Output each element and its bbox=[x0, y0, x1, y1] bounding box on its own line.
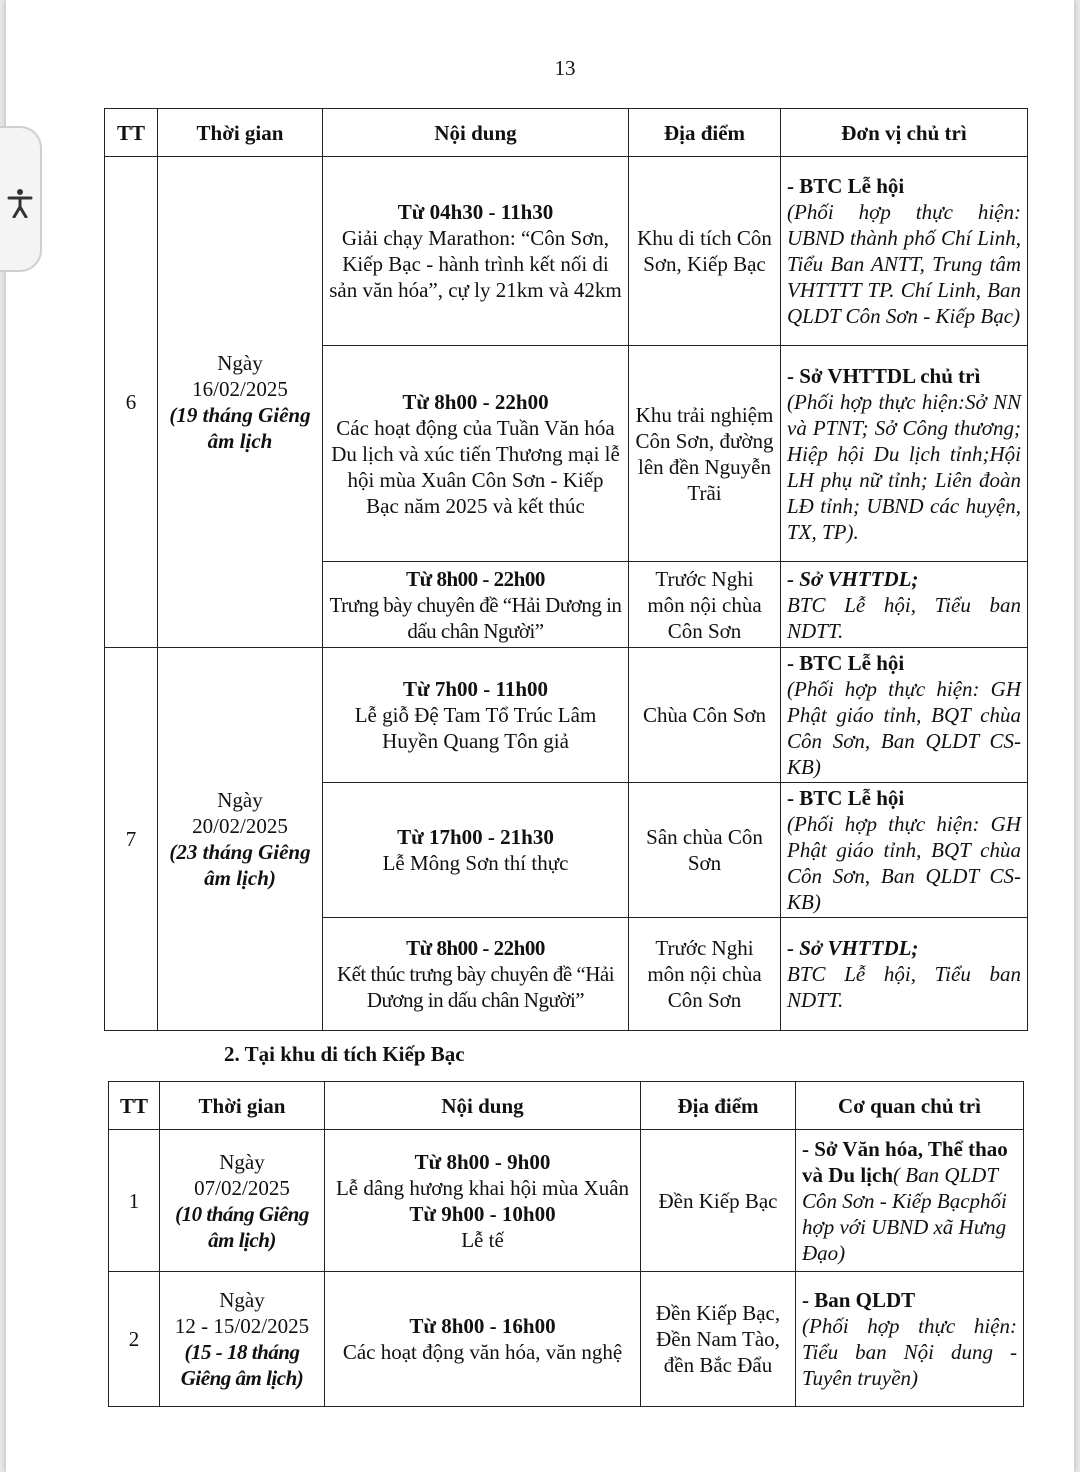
date-value: 07/02/2025 bbox=[194, 1175, 290, 1200]
event-time: Từ 8h00 - 22h00 bbox=[402, 389, 549, 414]
location-cell: Chùa Côn Sơn bbox=[629, 648, 781, 783]
event-time: Từ 8h00 - 22h00 bbox=[406, 936, 545, 960]
content-cell bbox=[323, 562, 629, 648]
header-location: Địa điểm bbox=[641, 1082, 796, 1130]
lunar-date: (23 tháng Giêng âm lịch) bbox=[169, 840, 311, 890]
content-cell bbox=[325, 1272, 641, 1407]
host-title: - Ban QLDT bbox=[802, 1288, 916, 1312]
host-cell bbox=[796, 1130, 1024, 1272]
event-content: Các hoạt động văn hóa, văn nghệ bbox=[342, 1340, 623, 1364]
date-label: Ngày bbox=[217, 351, 263, 375]
host-cell bbox=[796, 1272, 1024, 1407]
content-cell bbox=[323, 918, 629, 1031]
host-cell bbox=[781, 918, 1028, 1031]
host-title: - Sở VHTTDL; bbox=[787, 566, 919, 591]
host-cell bbox=[781, 783, 1028, 918]
event-time: Từ 17h00 - 21h30 bbox=[397, 825, 554, 849]
content-cell bbox=[323, 783, 629, 918]
header-content: Nội dung bbox=[323, 109, 629, 157]
content-cell bbox=[323, 648, 629, 783]
event-content: Giải chạy Marathon: “Côn Sơn, Kiếp Bạc - hành trình kết nối di sản văn hóa”, cự ly 21km và 42km bbox=[329, 226, 622, 302]
host-note: (Phối hợp thực hiện: GH Phật giáo tỉnh, BQT chùa Côn Sơn, Ban QLDT CS-KB) bbox=[787, 812, 1021, 914]
table-header-row bbox=[105, 109, 1028, 157]
host-title: - Sở VHTTDL; bbox=[787, 936, 919, 960]
lunar-date: (19 tháng Giêng âm lịch bbox=[169, 403, 311, 453]
date-label: Ngày bbox=[219, 1288, 265, 1312]
accessibility-tab[interactable] bbox=[0, 126, 42, 272]
accessibility-icon bbox=[6, 188, 34, 218]
date-label: Ngày bbox=[217, 788, 263, 812]
location-cell: Khu di tích Côn Sơn, Kiếp Bạc bbox=[629, 157, 781, 346]
table-header-row bbox=[109, 1082, 1024, 1130]
event-content: Lễ dâng hương khai hội mùa Xuân bbox=[335, 1175, 630, 1200]
location-cell: Khu trải nghiệm Côn Sơn, đường lên đền Nguyễn Trãi bbox=[629, 346, 781, 562]
row-number: 7 bbox=[105, 648, 158, 1031]
date-cell bbox=[158, 648, 323, 1031]
host-note: BTC Lễ hội, Tiểu ban NDTT. bbox=[787, 592, 1021, 643]
location-cell: Đền Kiếp Bạc, Đền Nam Tào, đền Bắc Đẩu bbox=[641, 1272, 796, 1407]
location-cell: Sân chùa Côn Sơn bbox=[629, 783, 781, 918]
host-cell bbox=[781, 648, 1028, 783]
event-time: Từ 8h00 - 16h00 bbox=[409, 1314, 556, 1338]
date-cell bbox=[160, 1130, 325, 1272]
schedule-table-kiep-bac bbox=[108, 1081, 1024, 1407]
host-note: (Phối hợp thực hiện: UBND thành phố Chí Linh, Tiểu Ban ANTT, Trung tâm VHTTTT TP. Chí Linh, Ban QLDT Côn Sơn - Kiếp Bạc) bbox=[787, 200, 1021, 328]
event-content: Lễ Mông Sơn thí thực bbox=[382, 851, 569, 875]
location-cell: Đền Kiếp Bạc bbox=[641, 1130, 796, 1272]
event-content: Các hoạt động của Tuần Văn hóa Du lịch và xúc tiến Thương mại lễ hội mùa Xuân Côn Sơn - Kiếp Bạc năm 2025 và kết thúc bbox=[331, 415, 620, 518]
table-row bbox=[105, 157, 1028, 346]
header-time: Thời gian bbox=[158, 109, 323, 157]
content-cell bbox=[325, 1130, 641, 1272]
header-tt: TT bbox=[109, 1082, 160, 1130]
host-cell bbox=[781, 157, 1028, 346]
event-time-2: Từ 9h00 - 10h00 bbox=[409, 1201, 556, 1226]
date-cell bbox=[158, 157, 323, 648]
host-title: - BTC Lễ hội bbox=[787, 174, 905, 198]
section-heading: 2. Tại khu di tích Kiếp Bạc bbox=[224, 1042, 465, 1066]
date-value: 12 - 15/02/2025 bbox=[174, 1314, 310, 1338]
header-tt: TT bbox=[105, 109, 158, 157]
header-host: Cơ quan chủ trì bbox=[796, 1082, 1024, 1130]
event-time: Từ 04h30 - 11h30 bbox=[397, 200, 554, 224]
host-title: - Sở VHTTDL chủ trì bbox=[787, 363, 981, 388]
lunar-date: (10 tháng Giêng âm lịch) bbox=[175, 1201, 309, 1252]
content-cell bbox=[323, 346, 629, 562]
host-note: (Phối hợp thực hiện: Tiểu ban Nội dung - Tuyên truyền) bbox=[802, 1314, 1017, 1390]
lunar-date: (15 - 18 tháng Giêng âm lịch) bbox=[180, 1340, 304, 1390]
page-number: 13 bbox=[554, 56, 576, 80]
host-cell bbox=[781, 346, 1028, 562]
location-cell: Trước Nghi môn nội chùa Côn Sơn bbox=[629, 918, 781, 1031]
schedule-table-con-son bbox=[104, 108, 1028, 1031]
table-row bbox=[109, 1272, 1024, 1407]
event-content: Kết thúc trưng bày chuyên đề “Hải Dương in dấu chân Người” bbox=[336, 962, 615, 1012]
host-note: (Phối hợp thực hiện: GH Phật giáo tỉnh, BQT chùa Côn Sơn, Ban QLDT CS-KB) bbox=[787, 677, 1021, 779]
host-note: BTC Lễ hội, Tiểu ban NDTT. bbox=[787, 962, 1021, 1012]
host-note: ( Ban QLDT Côn Sơn - Kiếp Bạcphối hợp với UBND xã Hưng Đạo) bbox=[802, 1162, 1007, 1265]
table-row bbox=[105, 648, 1028, 783]
event-time: Từ 8h00 - 9h00 bbox=[414, 1149, 551, 1174]
header-host: Đơn vị chủ trì bbox=[781, 109, 1028, 157]
location-cell: Trước Nghi môn nội chùa Côn Sơn bbox=[629, 562, 781, 648]
date-label: Ngày bbox=[219, 1149, 265, 1174]
row-number: 6 bbox=[105, 157, 158, 648]
host-note: (Phối hợp thực hiện:Sở NN và PTNT; Sở Công thương; Hiệp hội Du lịch tỉnh;Hội LH phụ nữ tỉnh; Liên đoàn LĐ tỉnh; UBND các huyện, TX, TP). bbox=[787, 389, 1021, 544]
event-time: Từ 7h00 - 11h00 bbox=[402, 677, 549, 701]
host-title: - BTC Lễ hội bbox=[787, 786, 905, 810]
header-time: Thời gian bbox=[160, 1082, 325, 1130]
row-number: 1 bbox=[109, 1130, 160, 1272]
row-number: 2 bbox=[109, 1272, 160, 1407]
host-title: - BTC Lễ hội bbox=[787, 651, 905, 675]
event-content: Trưng bày chuyên đề “Hải Dương in dấu chân Người” bbox=[329, 592, 622, 643]
table-row bbox=[109, 1130, 1024, 1272]
event-content: Lễ giỗ Đệ Tam Tổ Trúc Lâm Huyền Quang Tôn giả bbox=[354, 703, 597, 753]
event-time: Từ 8h00 - 22h00 bbox=[406, 566, 545, 591]
date-cell bbox=[160, 1272, 325, 1407]
date-value: 20/02/2025 bbox=[192, 814, 288, 838]
host-cell bbox=[781, 562, 1028, 648]
header-location: Địa điểm bbox=[629, 109, 781, 157]
date-value: 16/02/2025 bbox=[192, 377, 288, 401]
event-content-2: Lễ tế bbox=[461, 1227, 504, 1252]
host-title: - Sở Văn hóa, Thể thao và Du lịch bbox=[802, 1136, 1008, 1187]
header-content: Nội dung bbox=[325, 1082, 641, 1130]
content-cell bbox=[323, 157, 629, 346]
